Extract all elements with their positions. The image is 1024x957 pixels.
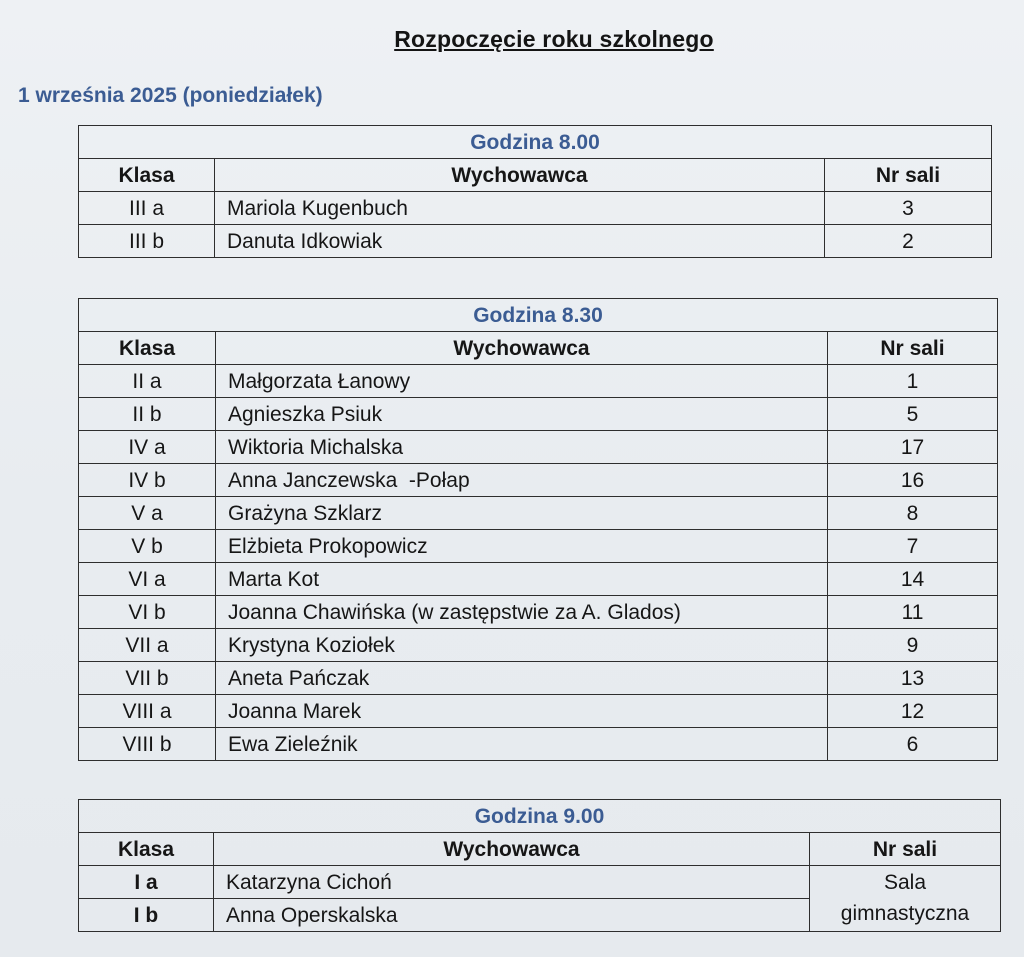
table-row [79,398,998,431]
header-row [79,332,998,365]
hour-row [79,800,1001,833]
teacher-cell: Wiktoria Michalska [216,431,828,464]
class-cell: VII a [79,629,216,662]
teacher-cell: Mariola Kugenbuch [215,192,825,225]
hour-heading: Godzina 9.00 [79,800,1001,833]
room-cell: 1 [828,365,998,398]
class-cell: II a [79,365,216,398]
column-header-class: Klasa [79,833,214,866]
schedule-table-0830 [78,298,998,761]
hour-row [79,126,992,159]
table-row [79,192,992,225]
table-row [79,225,992,258]
column-header-room: Nr sali [828,332,998,365]
column-header-teacher: Wychowawca [214,833,810,866]
teacher-cell: Ewa Zieleźnik [216,728,828,761]
hour-row [79,299,998,332]
table-row [79,629,998,662]
schedule-table-0800 [78,125,992,258]
column-header-teacher: Wychowawca [216,332,828,365]
room-cell: 11 [828,596,998,629]
room-cell: 14 [828,563,998,596]
room-cell: 3 [825,192,992,225]
table-row [79,431,998,464]
teacher-cell: Elżbieta Prokopowicz [216,530,828,563]
room-name-line-1: Sala [883,871,927,895]
teacher-cell: Anna Operskalska [214,899,810,932]
teacher-cell: Krystyna Koziołek [216,629,828,662]
shared-room-cell [810,866,1001,932]
teacher-cell: Agnieszka Psiuk [216,398,828,431]
room-cell: 7 [828,530,998,563]
teacher-cell: Małgorzata Łanowy [216,365,828,398]
teacher-cell: Anna Janczewska -Połap [216,464,828,497]
teacher-cell: Katarzyna Cichoń [214,866,810,899]
teacher-cell: Marta Kot [216,563,828,596]
teacher-cell: Joanna Chawińska (w zastępstwie za A. Glados) [216,596,828,629]
table-row [79,464,998,497]
room-cell: 12 [828,695,998,728]
column-header-teacher: Wychowawca [215,159,825,192]
class-cell: VII b [79,662,216,695]
column-header-class: Klasa [79,159,215,192]
room-cell: 6 [828,728,998,761]
column-header-room: Nr sali [810,833,1001,866]
class-cell: I b [79,899,214,932]
table-row [79,728,998,761]
room-cell: 2 [825,225,992,258]
teacher-cell: Joanna Marek [216,695,828,728]
class-cell: III b [79,225,215,258]
table-row [79,662,998,695]
class-cell: IV b [79,464,216,497]
table-row [79,563,998,596]
room-cell: 17 [828,431,998,464]
table-row [79,530,998,563]
class-cell: VI b [79,596,216,629]
schedule-table-0900 [78,799,1001,932]
table-row [79,596,998,629]
column-header-room: Nr sali [825,159,992,192]
room-cell: 16 [828,464,998,497]
hour-heading: Godzina 8.00 [79,126,992,159]
table-row [79,866,1001,899]
teacher-cell: Grażyna Szklarz [216,497,828,530]
header-row [79,833,1001,866]
room-name-line-2: gimnastyczna [840,901,970,925]
class-cell: V b [79,530,216,563]
room-cell: 8 [828,497,998,530]
class-cell: V a [79,497,216,530]
class-cell: II b [79,398,216,431]
hour-heading: Godzina 8.30 [79,299,998,332]
class-cell: I a [79,866,214,899]
document-title: Rozpoczęcie roku szkolnego [394,26,714,52]
table-row [79,365,998,398]
class-cell: VI a [79,563,216,596]
class-cell: III a [79,192,215,225]
column-header-class: Klasa [79,332,216,365]
class-cell: VIII b [79,728,216,761]
teacher-cell: Danuta Idkowiak [215,225,825,258]
table-row [79,497,998,530]
event-date: 1 września 2025 (poniedziałek) [18,84,323,107]
room-cell: 9 [828,629,998,662]
header-row [79,159,992,192]
room-cell: 13 [828,662,998,695]
class-cell: IV a [79,431,216,464]
table-row [79,695,998,728]
teacher-cell: Aneta Pańczak [216,662,828,695]
room-cell: 5 [828,398,998,431]
class-cell: VIII a [79,695,216,728]
